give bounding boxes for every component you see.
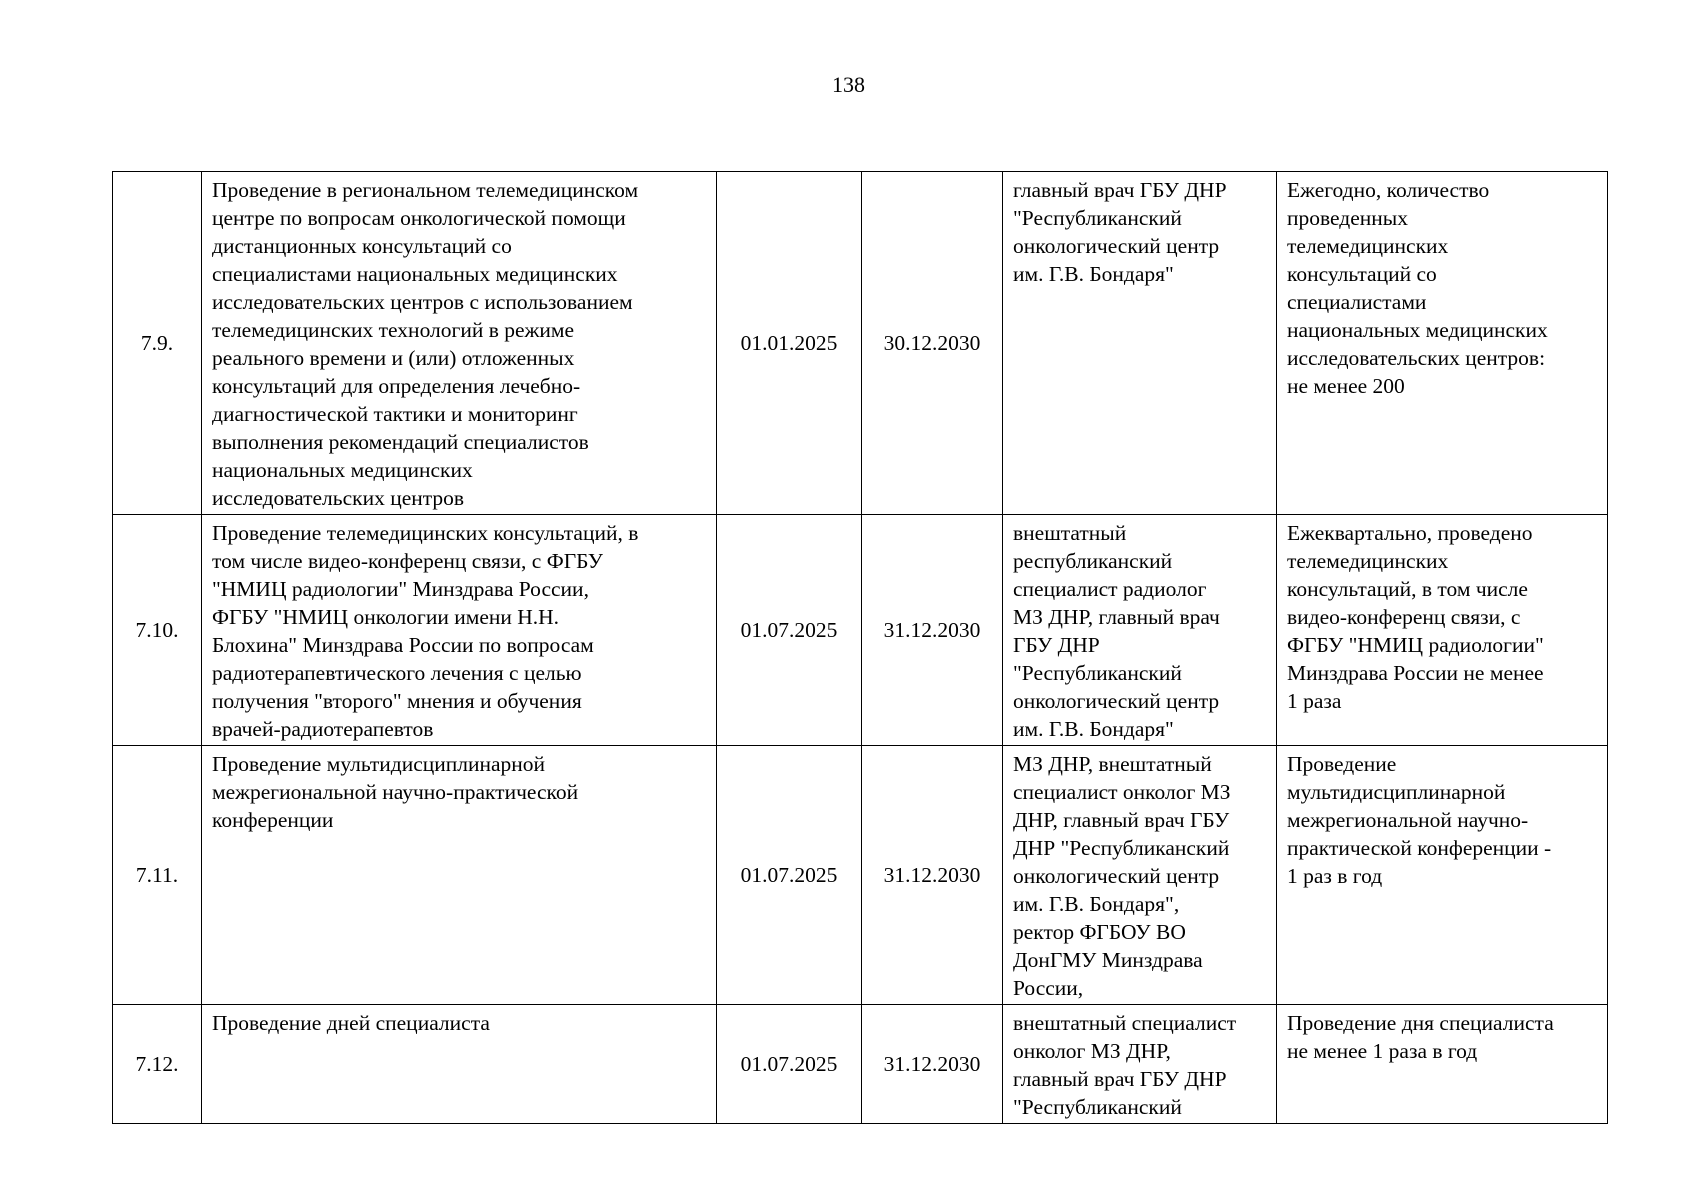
end-date: 31.12.2030 <box>862 515 1003 746</box>
activity-description: Проведение мультидисциплинарной межрегиональной научно-практической конференции <box>202 746 717 1005</box>
expected-result: Проведение дня специалиста не менее 1 раза в год <box>1277 1005 1608 1124</box>
expected-result: Ежеквартально, проведено телемедицинских консультаций, в том числе видео-конференц связи, с ФГБУ "НМИЦ радиологии" Минздрава России не менее 1 раза <box>1277 515 1608 746</box>
activity-description: Проведение в региональном телемедицинском центре по вопросам онкологической помощи дистанционных консультаций со специалистами национальных медицинских исследовательских центров с использованием телемедицинских технологий в режиме реального времени и (или) отложенных консультаций для определения лечебно- диагностической тактики и мониторинг выполнения рекомендаций специалистов национальных медицинских исследовательских центров <box>202 172 717 515</box>
start-date: 01.07.2025 <box>717 1005 862 1124</box>
start-date: 01.07.2025 <box>717 515 862 746</box>
table-row <box>113 172 1608 515</box>
end-date: 31.12.2030 <box>862 1005 1003 1124</box>
table-row <box>113 1005 1608 1124</box>
row-number: 7.12. <box>113 1005 202 1124</box>
table-row <box>113 746 1608 1005</box>
end-date: 30.12.2030 <box>862 172 1003 515</box>
end-date: 31.12.2030 <box>862 746 1003 1005</box>
row-number: 7.10. <box>113 515 202 746</box>
row-number: 7.9. <box>113 172 202 515</box>
activities-table <box>112 171 1608 1124</box>
row-number: 7.11. <box>113 746 202 1005</box>
expected-result: Ежегодно, количество проведенных телемедицинских консультаций со специалистами национальных медицинских исследовательских центров: не менее 200 <box>1277 172 1608 515</box>
responsible-party: внештатный специалист онколог МЗ ДНР, главный врач ГБУ ДНР "Республиканский <box>1003 1005 1277 1124</box>
responsible-party: МЗ ДНР, внештатный специалист онколог МЗ ДНР, главный врач ГБУ ДНР "Республиканский онкологический центр им. Г.В. Бондаря", ректор ФГБОУ ВО ДонГМУ Минздрава России, <box>1003 746 1277 1005</box>
responsible-party: главный врач ГБУ ДНР "Республиканский онкологический центр им. Г.В. Бондаря" <box>1003 172 1277 515</box>
activity-description: Проведение дней специалиста <box>202 1005 717 1124</box>
responsible-party: внештатный республиканский специалист радиолог МЗ ДНР, главный врач ГБУ ДНР "Республиканский онкологический центр им. Г.В. Бондаря" <box>1003 515 1277 746</box>
start-date: 01.01.2025 <box>717 172 862 515</box>
expected-result: Проведение мультидисциплинарной межрегиональной научно- практической конференции - 1 раз в год <box>1277 746 1608 1005</box>
start-date: 01.07.2025 <box>717 746 862 1005</box>
table-row <box>113 515 1608 746</box>
activity-description: Проведение телемедицинских консультаций, в том числе видео-конференц связи, с ФГБУ "НМИЦ радиологии" Минздрава России, ФГБУ "НМИЦ онкологии имени Н.Н. Блохина" Минздрава России по вопросам радиотерапевтического лечения с целью получения "второго" мнения и обучения врачей-радиотерапевтов <box>202 515 717 746</box>
page-number: 138 <box>832 72 865 97</box>
